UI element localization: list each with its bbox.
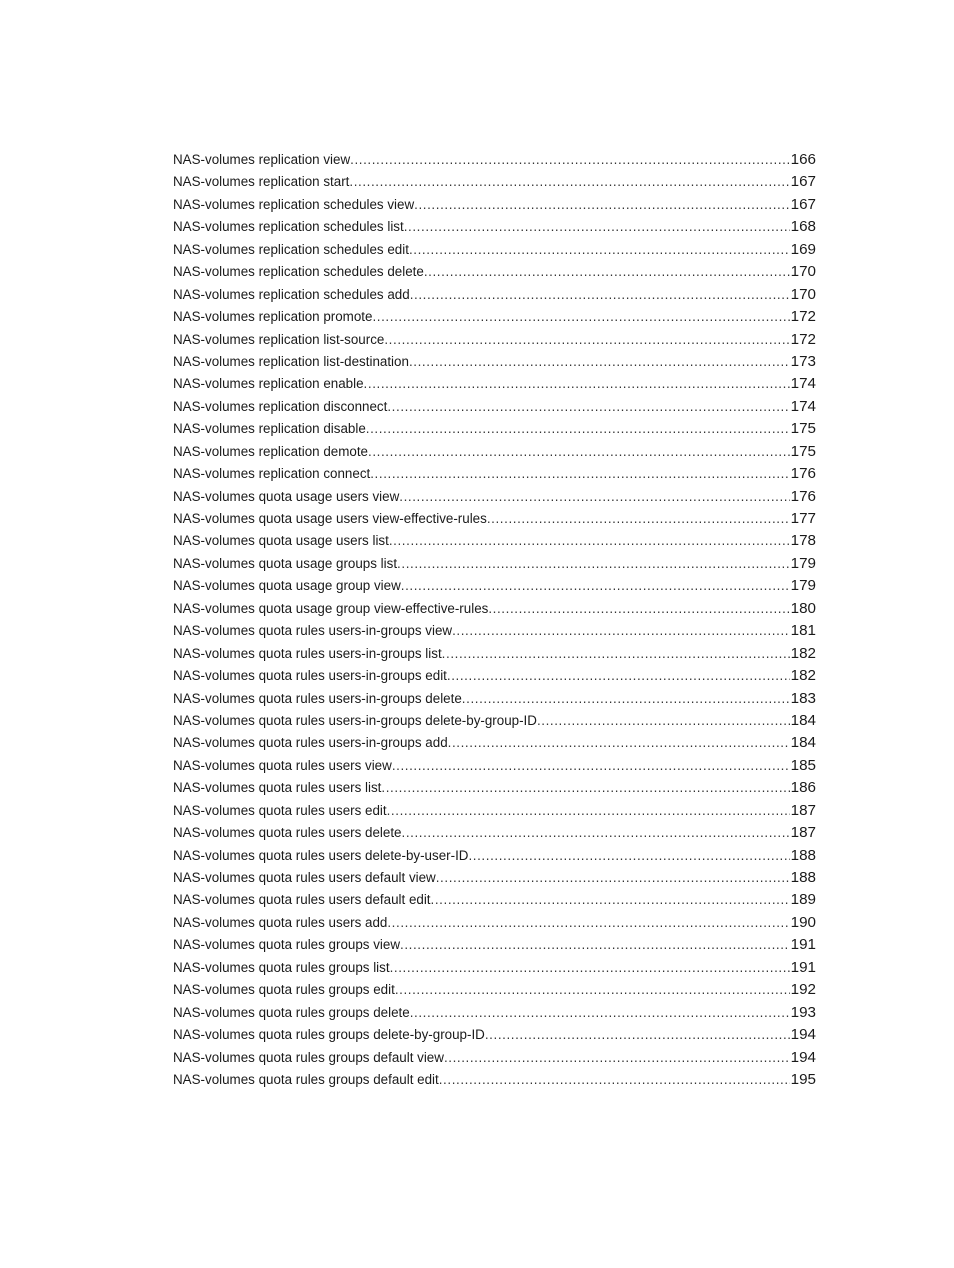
toc-entry-title[interactable]: NAS-volumes replication enable	[173, 376, 364, 392]
toc-entry-page-number[interactable]: 168	[790, 218, 816, 236]
toc-entry-title[interactable]: NAS-volumes quota rules users-in-groups add	[173, 735, 448, 751]
toc-entry[interactable]	[173, 284, 816, 306]
toc-entry-title[interactable]: NAS-volumes replication schedules view	[173, 196, 415, 212]
toc-entry-page-number[interactable]: 189	[790, 891, 816, 909]
toc-entry[interactable]	[173, 889, 816, 911]
toc-entry[interactable]	[173, 486, 816, 508]
table-of-contents	[173, 149, 816, 1091]
toc-dot-leader	[444, 1047, 790, 1069]
toc-dot-leader	[409, 239, 790, 261]
toc-entry[interactable]	[173, 373, 816, 395]
toc-entry-page-number[interactable]: 185	[790, 756, 816, 774]
toc-entry-page-number[interactable]: 191	[790, 936, 816, 954]
toc-entry-title[interactable]: NAS-volumes quota rules users-in-groups delete	[173, 690, 462, 706]
toc-entry-title[interactable]: NAS-volumes quota rules users edit	[173, 802, 387, 818]
toc-entry-page-number[interactable]: 190	[790, 913, 816, 931]
toc-entry[interactable]	[173, 800, 816, 822]
toc-entry-title[interactable]: NAS-volumes replication disconnect	[173, 398, 388, 414]
toc-entry-page-number[interactable]: 176	[790, 465, 816, 483]
toc-entry-title[interactable]: NAS-volumes quota usage users view-effective-rules	[173, 511, 487, 526]
toc-entry-page-number[interactable]: 178	[790, 532, 816, 550]
toc-entry-page-number[interactable]: 194	[790, 1026, 816, 1044]
toc-entry[interactable]	[173, 553, 816, 575]
toc-entry[interactable]	[173, 575, 816, 597]
toc-entry-title[interactable]: NAS-volumes quota rules users view	[173, 757, 392, 773]
toc-entry-page-number[interactable]: 172	[790, 330, 816, 348]
toc-entry-title[interactable]: NAS-volumes quota usage group view-effective-rules	[173, 600, 489, 616]
toc-entry-page-number[interactable]: 194	[790, 1048, 816, 1066]
toc-entry-title[interactable]: NAS-volumes quota rules groups edit	[173, 982, 395, 998]
toc-entry-title[interactable]: NAS-volumes replication list-destination	[173, 353, 409, 369]
toc-entry-title[interactable]: NAS-volumes replication schedules delete	[173, 264, 424, 280]
toc-entry[interactable]	[173, 463, 816, 485]
toc-dot-leader	[349, 171, 789, 193]
toc-entry-title[interactable]: NAS-volumes quota rules groups list	[173, 959, 390, 975]
toc-dot-leader	[384, 329, 789, 351]
toc-dot-leader	[381, 777, 789, 799]
toc-entry[interactable]	[173, 329, 816, 351]
toc-entry-page-number[interactable]: 187	[790, 801, 816, 819]
toc-dot-leader	[372, 306, 789, 328]
toc-entry[interactable]	[173, 441, 816, 463]
toc-dot-leader	[389, 530, 790, 552]
toc-dot-leader	[397, 553, 790, 575]
toc-entry[interactable]	[173, 351, 816, 373]
toc-entry[interactable]	[173, 710, 816, 732]
toc-entry-page-number[interactable]: 179	[790, 554, 816, 572]
toc-dot-leader	[409, 351, 790, 373]
toc-entry-page-number[interactable]: 175	[790, 442, 816, 460]
toc-entry-title[interactable]: NAS-volumes quota rules users delete	[173, 825, 402, 841]
toc-entry-page-number[interactable]: 188	[790, 846, 816, 864]
toc-entry-page-number[interactable]: 184	[790, 734, 816, 752]
toc-entry-page-number[interactable]: 182	[790, 667, 816, 685]
toc-entry-title[interactable]: NAS-volumes quota rules groups default edit	[173, 1071, 439, 1087]
toc-entry-title[interactable]: NAS-volumes quota rules users list	[173, 780, 382, 796]
toc-entry-page-number[interactable]: 167	[790, 195, 816, 213]
toc-entry[interactable]	[173, 755, 816, 777]
toc-dot-leader	[537, 710, 790, 732]
toc-entry-page-number[interactable]: 174	[790, 375, 816, 393]
toc-entry-title[interactable]: NAS-volumes quota rules groups delete	[173, 1004, 410, 1020]
toc-entry-page-number[interactable]: 177	[790, 510, 816, 527]
toc-entry-title[interactable]: NAS-volumes quota usage users list	[173, 533, 389, 549]
toc-dot-leader	[366, 418, 790, 440]
toc-entry[interactable]	[173, 1024, 816, 1046]
toc-entry-title[interactable]: NAS-volumes replication schedules add	[173, 286, 410, 302]
toc-entry[interactable]	[173, 194, 816, 216]
toc-entry[interactable]	[173, 1047, 816, 1069]
toc-dot-leader	[387, 912, 789, 934]
toc-entry[interactable]	[173, 508, 816, 530]
toc-entry[interactable]	[173, 867, 816, 889]
toc-entry-page-number[interactable]: 167	[790, 173, 816, 191]
toc-entry[interactable]	[173, 777, 816, 799]
toc-dot-leader	[370, 463, 789, 485]
toc-entry-page-number[interactable]: 172	[790, 308, 816, 326]
toc-dot-leader	[436, 867, 790, 889]
toc-entry-page-number[interactable]: 174	[790, 397, 816, 415]
toc-entry[interactable]	[173, 688, 816, 710]
toc-entry-title[interactable]: NAS-volumes replication demote	[173, 443, 368, 459]
toc-entry-title[interactable]: NAS-volumes replication schedules edit	[173, 241, 409, 257]
toc-dot-leader	[402, 822, 790, 844]
toc-entry-page-number[interactable]: 176	[790, 487, 816, 505]
toc-dot-leader	[399, 486, 789, 508]
toc-entry-title[interactable]: NAS-volumes quota usage groups list	[173, 555, 398, 571]
toc-entry-title[interactable]: NAS-volumes quota rules users add	[173, 914, 388, 930]
toc-entry[interactable]	[173, 665, 816, 687]
toc-entry[interactable]	[173, 957, 816, 979]
toc-entry[interactable]	[173, 216, 816, 238]
toc-entry[interactable]	[173, 1069, 816, 1091]
toc-entry-page-number[interactable]: 188	[790, 869, 816, 886]
toc-entry-page-number[interactable]: 195	[790, 1070, 816, 1088]
toc-dot-leader	[404, 216, 790, 238]
toc-entry-page-number[interactable]: 192	[790, 981, 816, 999]
toc-dot-leader	[410, 1002, 790, 1024]
toc-dot-leader	[401, 575, 790, 597]
toc-dot-leader	[485, 1024, 790, 1046]
toc-dot-leader	[350, 149, 790, 171]
toc-dot-leader	[468, 845, 789, 867]
toc-entry[interactable]	[173, 171, 816, 193]
toc-entry-page-number[interactable]: 191	[790, 958, 816, 976]
toc-dot-leader	[390, 957, 790, 979]
toc-entry-title[interactable]: NAS-volumes replication connect	[173, 466, 371, 482]
toc-entry-title[interactable]: NAS-volumes replication promote	[173, 309, 373, 325]
toc-entry[interactable]	[173, 822, 816, 844]
toc-dot-leader	[410, 284, 790, 306]
toc-entry-page-number[interactable]: 193	[790, 1003, 816, 1021]
toc-entry-title[interactable]: NAS-volumes quota rules users-in-groups list	[173, 645, 442, 661]
toc-entry[interactable]	[173, 239, 816, 261]
toc-entry-title[interactable]: NAS-volumes quota rules users default edit	[173, 892, 431, 908]
toc-dot-leader	[414, 194, 790, 216]
toc-dot-leader	[487, 508, 790, 530]
toc-entry[interactable]	[173, 261, 816, 283]
toc-dot-leader	[442, 643, 790, 665]
toc-dot-leader	[424, 261, 790, 283]
toc-entry-title[interactable]: NAS-volumes quota usage group view	[173, 578, 401, 594]
toc-entry-page-number[interactable]: 183	[790, 689, 816, 707]
toc-entry-page-number[interactable]: 180	[790, 599, 816, 617]
toc-entry[interactable]	[173, 530, 816, 552]
toc-dot-leader	[447, 665, 790, 687]
toc-entry-title[interactable]: NAS-volumes quota rules groups view	[173, 937, 401, 953]
toc-entry-title[interactable]: NAS-volumes quota rules users delete-by-user-ID	[173, 847, 469, 863]
toc-dot-leader	[452, 620, 790, 642]
toc-entry-title[interactable]: NAS-volumes quota usage users view	[173, 488, 400, 504]
toc-dot-leader	[448, 732, 790, 754]
toc-entry-page-number[interactable]: 175	[790, 420, 816, 438]
toc-entry[interactable]	[173, 598, 816, 620]
toc-entry-page-number[interactable]: 170	[790, 285, 816, 303]
toc-entry[interactable]	[173, 149, 816, 171]
toc-entry-title[interactable]: NAS-volumes replication start	[173, 174, 350, 190]
toc-dot-leader	[387, 396, 789, 418]
toc-dot-leader	[462, 688, 790, 710]
toc-dot-leader	[387, 800, 790, 822]
toc-entry[interactable]	[173, 643, 816, 665]
toc-entry[interactable]	[173, 732, 816, 754]
toc-entry-page-number[interactable]: 186	[790, 779, 816, 797]
toc-entry[interactable]	[173, 306, 816, 328]
toc-entry-page-number[interactable]: 170	[790, 263, 816, 281]
toc-dot-leader	[400, 934, 790, 956]
toc-entry-title[interactable]: NAS-volumes quota rules users-in-groups edit	[173, 668, 447, 684]
toc-entry[interactable]	[173, 845, 816, 867]
toc-dot-leader	[488, 598, 789, 620]
toc-entry[interactable]	[173, 418, 816, 440]
toc-entry-title[interactable]: NAS-volumes replication list-source	[173, 331, 385, 347]
toc-entry[interactable]	[173, 934, 816, 956]
toc-entry-page-number[interactable]: 179	[790, 577, 816, 595]
toc-dot-leader	[368, 441, 790, 463]
toc-dot-leader	[431, 889, 790, 911]
toc-entry-page-number[interactable]: 184	[790, 711, 816, 729]
toc-entry-page-number[interactable]: 181	[790, 622, 816, 640]
toc-entry[interactable]	[173, 912, 816, 934]
toc-dot-leader	[439, 1069, 790, 1091]
toc-dot-leader	[392, 755, 790, 777]
toc-dot-leader	[364, 373, 790, 395]
toc-entry-title[interactable]: NAS-volumes quota rules users default view	[173, 870, 436, 885]
toc-entry-title[interactable]: NAS-volumes quota rules groups delete-by-group-ID	[173, 1027, 485, 1043]
toc-entry-page-number[interactable]: 173	[790, 352, 816, 370]
toc-entry-title[interactable]: NAS-volumes replication view	[173, 152, 351, 167]
toc-entry-page-number[interactable]: 166	[790, 151, 816, 168]
toc-entry[interactable]	[173, 620, 816, 642]
toc-entry-title[interactable]: NAS-volumes replication disable	[173, 421, 366, 437]
toc-entry[interactable]	[173, 396, 816, 418]
toc-entry-title[interactable]: NAS-volumes replication schedules list	[173, 219, 404, 235]
toc-entry[interactable]	[173, 979, 816, 1001]
toc-entry-page-number[interactable]: 187	[790, 824, 816, 842]
toc-entry[interactable]	[173, 1002, 816, 1024]
toc-dot-leader	[395, 979, 790, 1001]
toc-entry-page-number[interactable]: 169	[790, 240, 816, 258]
toc-entry-title[interactable]: NAS-volumes quota rules users-in-groups view	[173, 623, 453, 639]
toc-entry-page-number[interactable]: 182	[790, 644, 816, 662]
toc-entry-title[interactable]: NAS-volumes quota rules groups default view	[173, 1049, 444, 1065]
toc-entry-title[interactable]: NAS-volumes quota rules users-in-groups delete-by-group-ID	[173, 712, 537, 728]
